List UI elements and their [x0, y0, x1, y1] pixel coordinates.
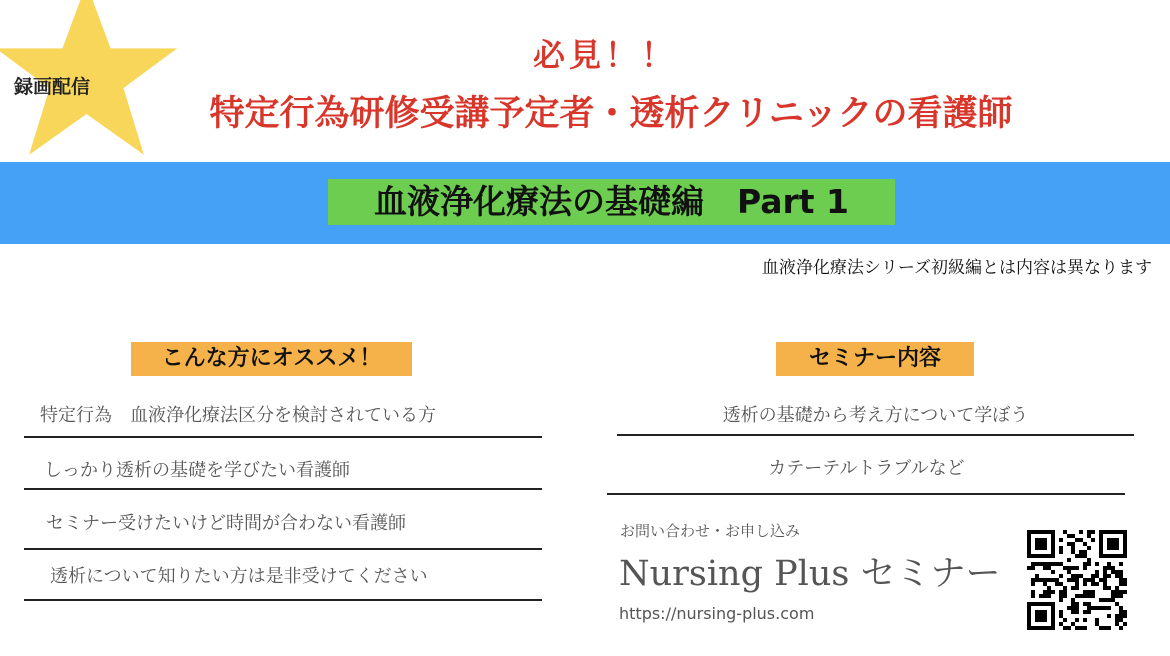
- divider: [607, 493, 1125, 495]
- recommended-item: セミナー受けたいけど時間が合わない看護師: [46, 513, 406, 534]
- divider: [24, 488, 542, 490]
- recommended-item: 透析について知りたい方は是非受けてください: [50, 566, 428, 587]
- divider: [24, 548, 542, 550]
- headline-primary: 必見！！: [532, 36, 677, 74]
- divider: [24, 599, 542, 601]
- contents-item: カテーテルトラブルなど: [768, 458, 965, 479]
- contact-label: お問い合わせ・お申し込み: [620, 522, 801, 540]
- brand-name: Nursing Plus セミナー: [619, 554, 1001, 594]
- recommended-item: しっかり透析の基礎を学びたい看護師: [44, 460, 350, 481]
- divider: [24, 436, 542, 438]
- series-note: 血液浄化療法シリーズ初級編とは内容は異なります: [761, 258, 1152, 278]
- headline-secondary: 特定行為研修受講予定者・透析クリニックの看護師: [209, 94, 1013, 134]
- banner-title: 血液浄化療法の基礎編 Part 1: [328, 179, 895, 225]
- recommended-item: 特定行為 血液浄化療法区分を検討されている方: [40, 405, 436, 426]
- recommended-heading: こんな方にオススメ！: [131, 342, 412, 376]
- divider: [617, 434, 1134, 436]
- contents-heading: セミナー内容: [776, 342, 974, 376]
- badge-label: 録画配信: [13, 76, 90, 98]
- website-link[interactable]: https://nursing-plus.com: [619, 604, 815, 623]
- contents-item: 透析の基礎から考え方について学ぼう: [722, 405, 1029, 426]
- qr-code-icon[interactable]: [1027, 530, 1127, 630]
